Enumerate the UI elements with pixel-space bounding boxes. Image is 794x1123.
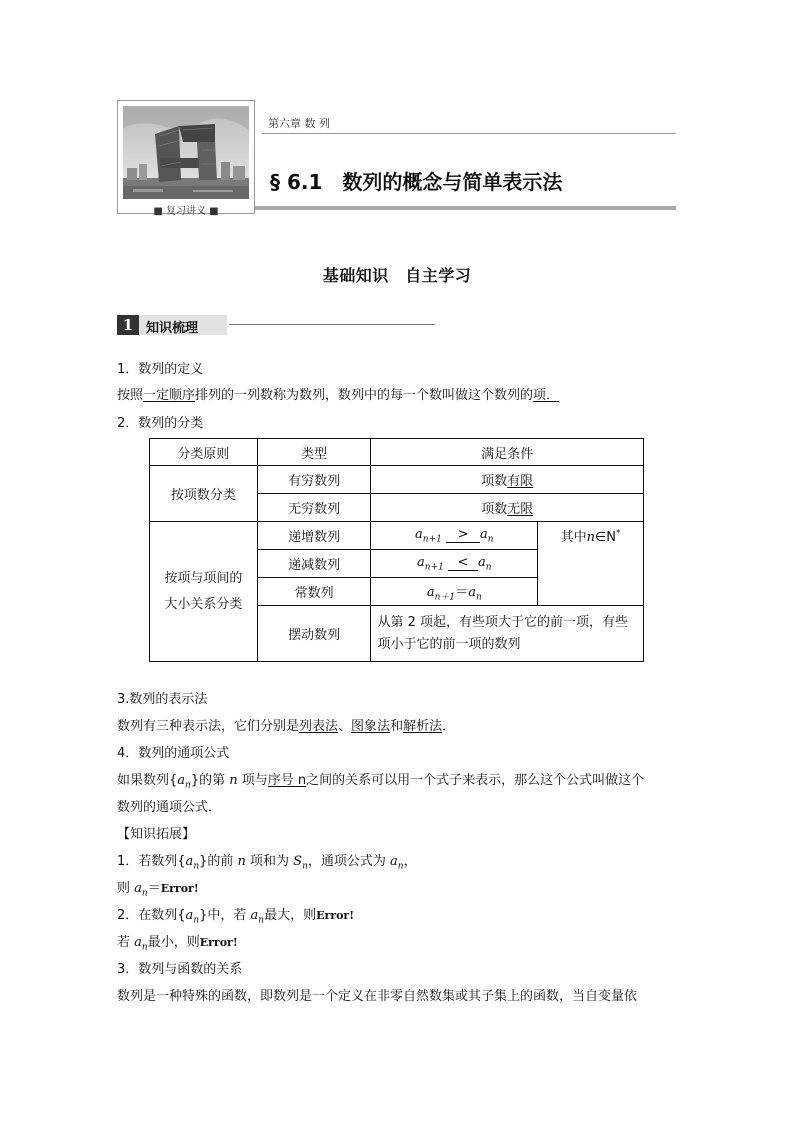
type-cell: 摆动数列 xyxy=(257,606,371,662)
classification-table xyxy=(149,438,644,662)
subsection-label: 知识梳理 xyxy=(146,321,199,336)
condition-cell: $a_{n+1} > a_n$ xyxy=(371,522,538,550)
group-label-line: 大小关系分类 xyxy=(164,596,243,612)
condition-cell: $a_{n+1}=a_n$ xyxy=(371,578,538,606)
s1-heading: 1．数列的定义 xyxy=(117,362,204,377)
s4-body-line2: 数列的通项公式． xyxy=(117,800,222,815)
table-row xyxy=(150,522,644,550)
page-heading: 基础知识 自主学习 xyxy=(322,266,472,285)
type-cell: 递增数列 xyxy=(257,522,371,550)
ext-line: 数列是一种特殊的函数，即数列是一个定义在非零自然数集或其子集上的函数，当自变量依 xyxy=(117,989,638,1004)
table-header-row xyxy=(150,439,644,466)
ext-heading: 【知识拓展】 xyxy=(117,827,196,842)
group-label-line: 按项与项间的 xyxy=(164,570,243,586)
ext-line: 则 $a_n=Error$! xyxy=(117,881,199,899)
ext-line: 3．数列与函数的关系 xyxy=(117,962,243,977)
chapter-label: 第六章 数 列 xyxy=(268,117,330,130)
s4-heading: 4．数列的通项公式 xyxy=(117,746,230,761)
table-header: 满足条件 xyxy=(371,439,644,466)
chapter-rule xyxy=(262,133,676,134)
table-header: 类型 xyxy=(257,439,371,466)
subsection-number: 1 xyxy=(117,315,139,335)
review-caption: ■ 复习讲义 ■ xyxy=(153,206,219,217)
condition-cell: 从第 2 项起，有些项大于它的前一项，有些项小于它的前一项的数列 xyxy=(371,606,644,662)
s3-body: 数列有三种表示法，它们分别是列表法、图象法和解析法． xyxy=(117,719,456,734)
ext-line: 1．若数列$\{a_n\}$的前 n 项和为 $S_n$，通项公式为 $a_n$， xyxy=(117,854,417,872)
s4-body-line1: 如果数列$\{a_n\}$的第 n 项与序号 n之间的关系可以用一个式子来表示，那么这个公式叫做这个 xyxy=(117,773,645,791)
group-count-cell: 按项数分类 xyxy=(150,466,258,522)
table-header: 分类原则 xyxy=(150,439,258,466)
type-cell: 无穷数列 xyxy=(257,494,371,522)
table-row xyxy=(150,466,644,494)
s1-body: 按照一定顺序排列的一列数称为数列，数列中的每一个数叫做这个数列的项． xyxy=(117,388,560,403)
s2-heading: 2．数列的分类 xyxy=(117,416,204,431)
type-cell: 常数列 xyxy=(257,578,371,606)
where-cell: 其中n∈N* xyxy=(538,522,644,606)
subsection-rule xyxy=(229,324,435,325)
group-size-cell xyxy=(150,522,258,662)
type-cell: 有穷数列 xyxy=(257,466,371,494)
building-photo xyxy=(123,106,249,199)
condition-cell: 项数有限 xyxy=(371,466,644,494)
condition-cell: $a_{n+1} < a_n$ xyxy=(371,550,538,578)
ext-line: 2．在数列$\{a_n\}$中，若 $a_n$最大，则Error! xyxy=(117,908,355,926)
header-photo-frame xyxy=(117,100,255,214)
section-title: § 6.1 数列的概念与简单表示法 xyxy=(270,170,563,194)
ext-line: 若 $a_n$最小，则Error! xyxy=(117,935,238,953)
s3-heading: 3.数列的表示法 xyxy=(117,692,208,707)
title-rule xyxy=(255,206,676,210)
condition-cell: 项数无限 xyxy=(371,494,644,522)
type-cell: 递减数列 xyxy=(257,550,371,578)
